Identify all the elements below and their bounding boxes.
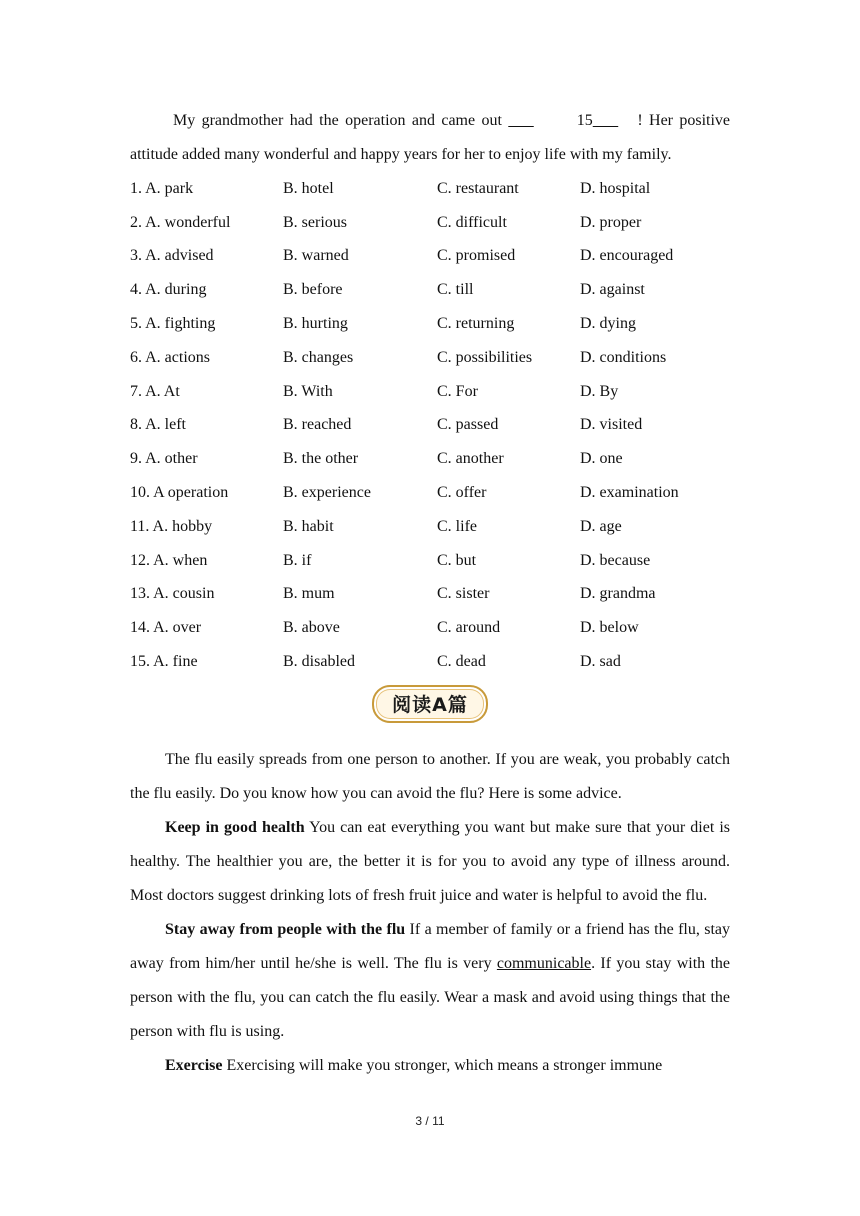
option-c: C. For [437,382,478,400]
option-c: C. till [437,281,474,299]
intro-text-after: ! Her positive attitude added many wonderful and happy years for her to enjoy life with my family. [130,112,731,163]
underlined-word: communicable [496,954,592,972]
paragraph-body: Exercising will make you stronger, which means a stronger immune [222,1056,663,1074]
option-d: D. visited [580,416,643,434]
paragraph-heading: Keep in good health [165,818,305,836]
answer-blank [508,112,618,129]
option-a: 14. A. over [130,619,202,637]
option-a: 3. A. advised [130,247,214,265]
option-a: 6. A. actions [130,348,210,366]
option-d: D. By [580,382,619,400]
option-a: 1. A. park [130,179,194,197]
option-a: 10. A operation [130,484,229,502]
blank-number: 15 [576,112,593,129]
paragraph-heading: Stay away from people with the flu [165,920,406,938]
option-c: C. returning [437,315,515,333]
option-row [130,645,730,679]
option-row [130,307,730,341]
document-page [130,104,730,1083]
option-c: C. sister [437,585,490,603]
option-b: B. hurting [283,315,348,333]
option-a: 5. A. fighting [130,315,216,333]
intro-paragraph [130,104,730,172]
option-d: D. dying [580,315,636,333]
option-c: C. offer [437,484,487,502]
option-b: B. disabled [283,653,355,671]
option-row [130,442,730,476]
option-row [130,172,730,206]
option-d: D. because [580,551,651,569]
option-c: C. promised [437,247,516,265]
option-c: C. passed [437,416,499,434]
option-row [130,206,730,240]
option-c: C. possibilities [437,348,533,366]
option-row [130,273,730,307]
section-header [130,685,730,725]
option-row [130,409,730,443]
option-d: D. age [580,517,622,535]
option-d: D. grandma [580,585,656,603]
option-b: B. hotel [283,179,334,197]
option-c: C. life [437,517,477,535]
option-a: 2. A. wonderful [130,213,231,231]
paragraph-heading: Exercise [165,1056,223,1074]
option-a: 8. A. left [130,416,186,434]
option-b: B. if [283,551,312,569]
option-c: C. but [437,551,477,569]
badge-label: 阅读A篇 [392,694,468,717]
option-a: 12. A. when [130,551,208,569]
option-b: B. experience [283,484,371,502]
option-b: B. above [283,619,340,637]
reading-paragraph-2 [130,811,730,913]
option-d: D. hospital [580,179,651,197]
option-row [130,544,730,578]
paragraph-body: If a member of family or a friend has the flu, stay away from him/her until he/she is well. The flu is very [130,920,730,972]
option-d: D. conditions [580,348,667,366]
option-b: B. habit [283,517,334,535]
option-c: C. another [437,450,504,468]
option-row [130,375,730,409]
option-d: D. proper [580,213,642,231]
option-a: 15. A. fine [130,653,198,671]
option-d: D. examination [580,484,679,502]
options-list [130,172,730,679]
option-a: 9. A. other [130,450,198,468]
option-b: B. mum [283,585,335,603]
option-c: C. around [437,619,501,637]
paragraph-body: You can eat everything you want but make sure that your diet is healthy. The healthier you are, the better it is for you to avoid any type of illness around. Most doctors suggest drinking lots of fresh fruit juice and water is helpful to avoid the flu. [130,818,731,904]
option-a: 7. A. At [130,382,180,400]
option-d: D. below [580,619,639,637]
option-b: B. changes [283,348,354,366]
option-a: 13. A. cousin [130,585,215,603]
reading-a-badge [372,685,488,723]
option-d: D. one [580,450,623,468]
option-row [130,611,730,645]
option-b: B. the other [283,450,359,468]
option-d: D. encouraged [580,247,674,265]
paragraph-body: . If you stay with the person with the flu, you can catch the flu easily. Wear a mask and avoid using things that the person with flu is using. [130,954,731,1040]
reading-paragraph-3 [130,913,730,1049]
option-c: C. restaurant [437,179,519,197]
option-a: 4. A. during [130,281,207,299]
option-row [130,240,730,274]
option-d: D. against [580,281,645,299]
option-c: C. difficult [437,213,507,231]
option-c: C. dead [437,653,486,671]
option-b: B. reached [283,416,352,434]
option-d: D. sad [580,653,621,671]
option-b: B. With [283,382,333,400]
option-b: B. serious [283,213,347,231]
option-b: B. before [283,281,343,299]
option-row [130,510,730,544]
option-b: B. warned [283,247,349,265]
option-row [130,476,730,510]
reading-paragraph-4 [130,1049,730,1083]
reading-paragraph-1: The flu easily spreads from one person to another. If you are weak, you probably catch the flu easily. Do you know how you can avoid the flu? Here is some advice. [130,750,730,802]
option-row [130,341,730,375]
option-a: 11. A. hobby [130,517,213,535]
option-row [130,578,730,612]
intro-text-before: My grandmother had the operation and came out [173,112,502,129]
page-number: 3 / 11 [415,1114,445,1128]
